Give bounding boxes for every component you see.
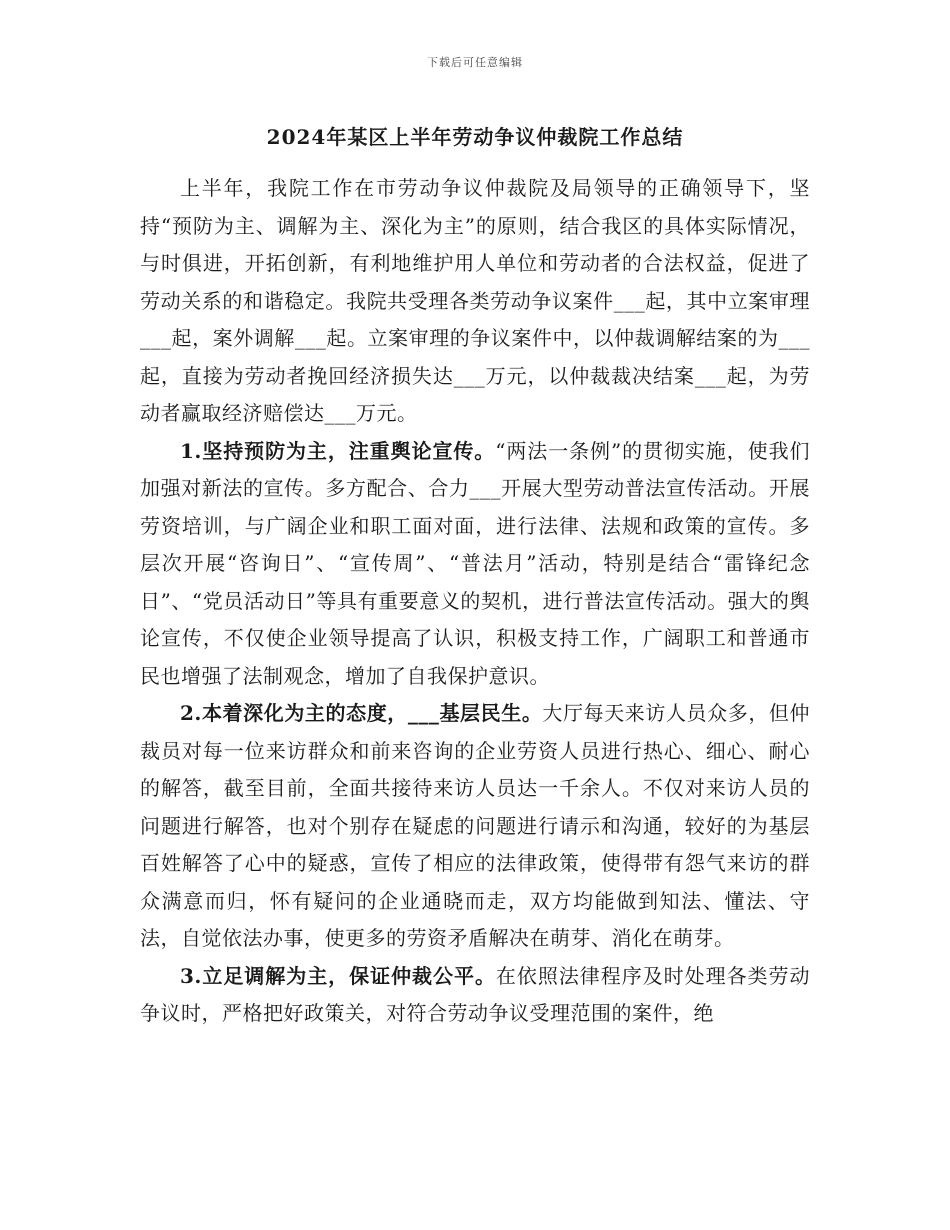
section-2-body: 大厅每天来访人员众多，但仲裁员对每一位来访群众和前来咨询的企业劳资人员进行热心、细心、耐心的解答，截至目前，全面共接待来访人员达一千余人。不仅对来访人员的问题进行解答，也对个别存在疑虑的问题进行请示和沟通，较好的为基层百姓解答了心中的疑惑，宣传了相应的法律政策，使得带有怨气来访的群众满意而归，怀有疑问的企业通晓而走，双方均能做到知法、懂法、守法，自觉依法办事，使更多的劳资矛盾解决在萌芽、消化在萌芽。	[140, 701, 811, 950]
document-body	[140, 170, 810, 1033]
section-3-heading: 3.立足调解为主，保证仲裁公平。	[180, 963, 496, 988]
section-3-body: 在依照法律程序及时处理各类劳动争议时，严格把好政策关，对符合劳动争议受理范围的案件，绝	[140, 963, 810, 1025]
intro-paragraph: 上半年，我院工作在市劳动争议仲裁院及局领导的正确领导下，坚持“预防为主、调解为主、深化为主”的原则，结合我区的具体实际情况，与时俱进，开拓创新，有利地维护用人单位和劳动者的合法权益，促进了劳动关系的和谐稳定。我院共受理各类劳动争议案件___起，其中立案审理___起，案外调解___起。立案审理的争议案件中，以仲裁调解结案的为___起，直接为劳动者挽回经济损失达___万元，以仲裁裁决结案___起，为劳动者赢取经济赔偿达___万元。	[140, 176, 810, 425]
section-2-paragraph	[140, 695, 810, 958]
section-2-heading: 2.本着深化为主的态度，___基层民生。	[180, 701, 543, 725]
page-header-note: 下载后可任意编辑	[427, 56, 523, 69]
document-title: 2024年某区上半年劳动争议仲裁院工作总结	[266, 125, 684, 149]
section-1-body: “两法一条例”的贯彻实施，使我们加强对新法的宣传。多方配合、合力___开展大型劳动普法宣传活动。开展劳资培训，与广阔企业和职工面对面，进行法律、法规和政策的宣传。多层次开展“咨询日”、“宣传周”、“普法月”活动，特别是结合“雷锋纪念日”、“党员活动日”等具有重要意义的契机，进行普法宣传活动。强大的舆论宣传，不仅使企业领导提高了认识，积极支持工作，广阔职工和普通市民也增强了法制观念，增加了自我保护意识。	[140, 438, 810, 688]
section-1-paragraph	[140, 433, 810, 696]
section-1-heading: 1.坚持预防为主，注重舆论宣传。	[180, 438, 496, 463]
section-3-paragraph	[140, 958, 810, 1033]
